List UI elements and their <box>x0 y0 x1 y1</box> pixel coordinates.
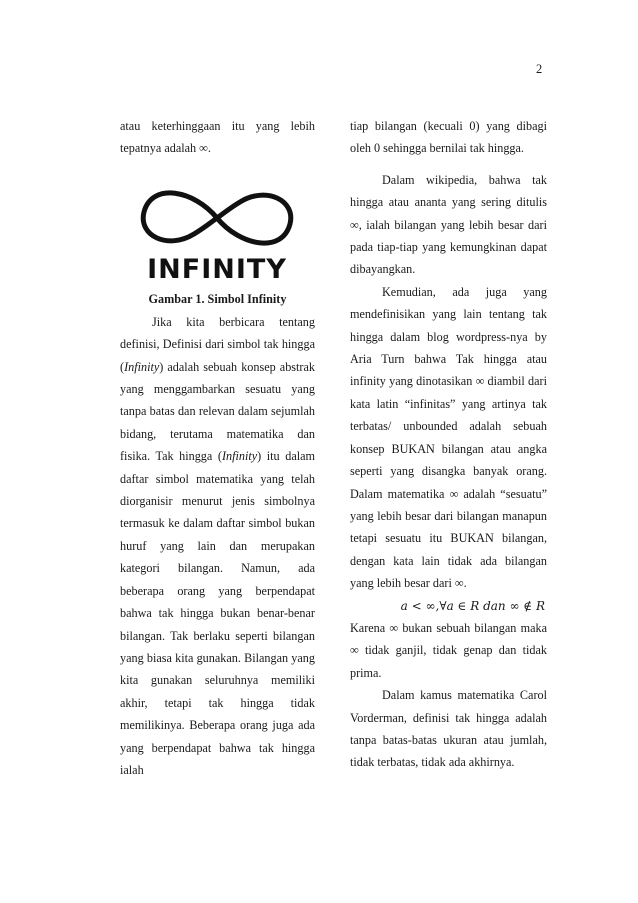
right-column <box>350 115 547 774</box>
infinity-logo-text: INFINITY <box>147 253 287 283</box>
vorderman-paragraph: Dalam kamus matematika Carol Vorderman, definisi tak hingga adalah tanpa batas-batas ukuran atau jumlah, tidak terbatas, tidak ada akhirnya. <box>350 688 547 770</box>
intro-paragraph: atau keterhinggaan itu yang lebih tepatnya adalah ∞. <box>120 119 315 156</box>
not-a-number-paragraph: Karena ∞ bukan sebuah bilangan maka ∞ tidak ganjil, tidak genap dan tidak prima. <box>350 620 547 680</box>
wikipedia-paragraph: Dalam wikipedia, bahwa tak hingga atau ananta yang sering ditulis ∞, ialah bilangan yang lebih besar dari pada tiap-tiap yang kemungkinan dapat dibayangkan. <box>350 172 547 277</box>
figure-caption: Gambar 1. Simbol Infinity <box>148 291 287 306</box>
wordpress-paragraph: Kemudian, ada juga yang mendefinisikan yang lain tentang tak hingga dalam blog wordpress-nya by Aria Turn bahwa Tak hingga atau infinity yang dinotasikan ∞ diambil dari kata latin “infinitas” yang artinya tak terbatas/ unbounded adalah sebuah konsep BUKAN bilangan atau angka seperti yang disangka banyak orang. Dalam matematika ∞ adalah “sesuatu” yang lebih besar dari bilangan manapun tetapi sesuatu itu BUKAN bilangan, dengan kata lain tidak ada bilangan yang lebih besar dari ∞. <box>350 284 547 591</box>
continuation-paragraph: tiap bilangan (kecuali 0) yang dibagi oleh 0 sehingga bernilai tak hingga. <box>350 119 547 156</box>
definition-paragraph: Jika kita berbicara tentang definisi, Definisi dari simbol tak hingga (Infinity) adalah sebuah konsep abstrak yang menggambarkan sesuatu yang tanpa batas dan relevan dalam sejumlah bidang, terutama matematika dan fisika. Tak hingga (Infinity) itu dalam daftar simbol matematika yang telah diorganisir menurut jenis simbolnya termasuk ke dalam daftar simbol bukan huruf yang lain dan merupakan kategori bilangan. Namun, ada beberapa orang yang berpendapat bahwa tak hingga bukan benar-benar bilangan. Tak berlaku seperti bilangan yang biasa kita gunakan. Bilangan yang kita gunakan seluruhnya memiliki akhir, tetapi tak hingga tidak memilikinya. Beberapa orang juga ada yang berpendapat bahwa tak hingga ialah <box>120 314 316 777</box>
infinity-figure <box>122 178 312 283</box>
page-number: 2 <box>536 62 543 76</box>
left-column <box>120 115 315 781</box>
math-expression: a < ∞,∀a ∈ R dan ∞ ∉ R <box>400 598 545 613</box>
infinity-symbol-icon <box>143 193 291 243</box>
